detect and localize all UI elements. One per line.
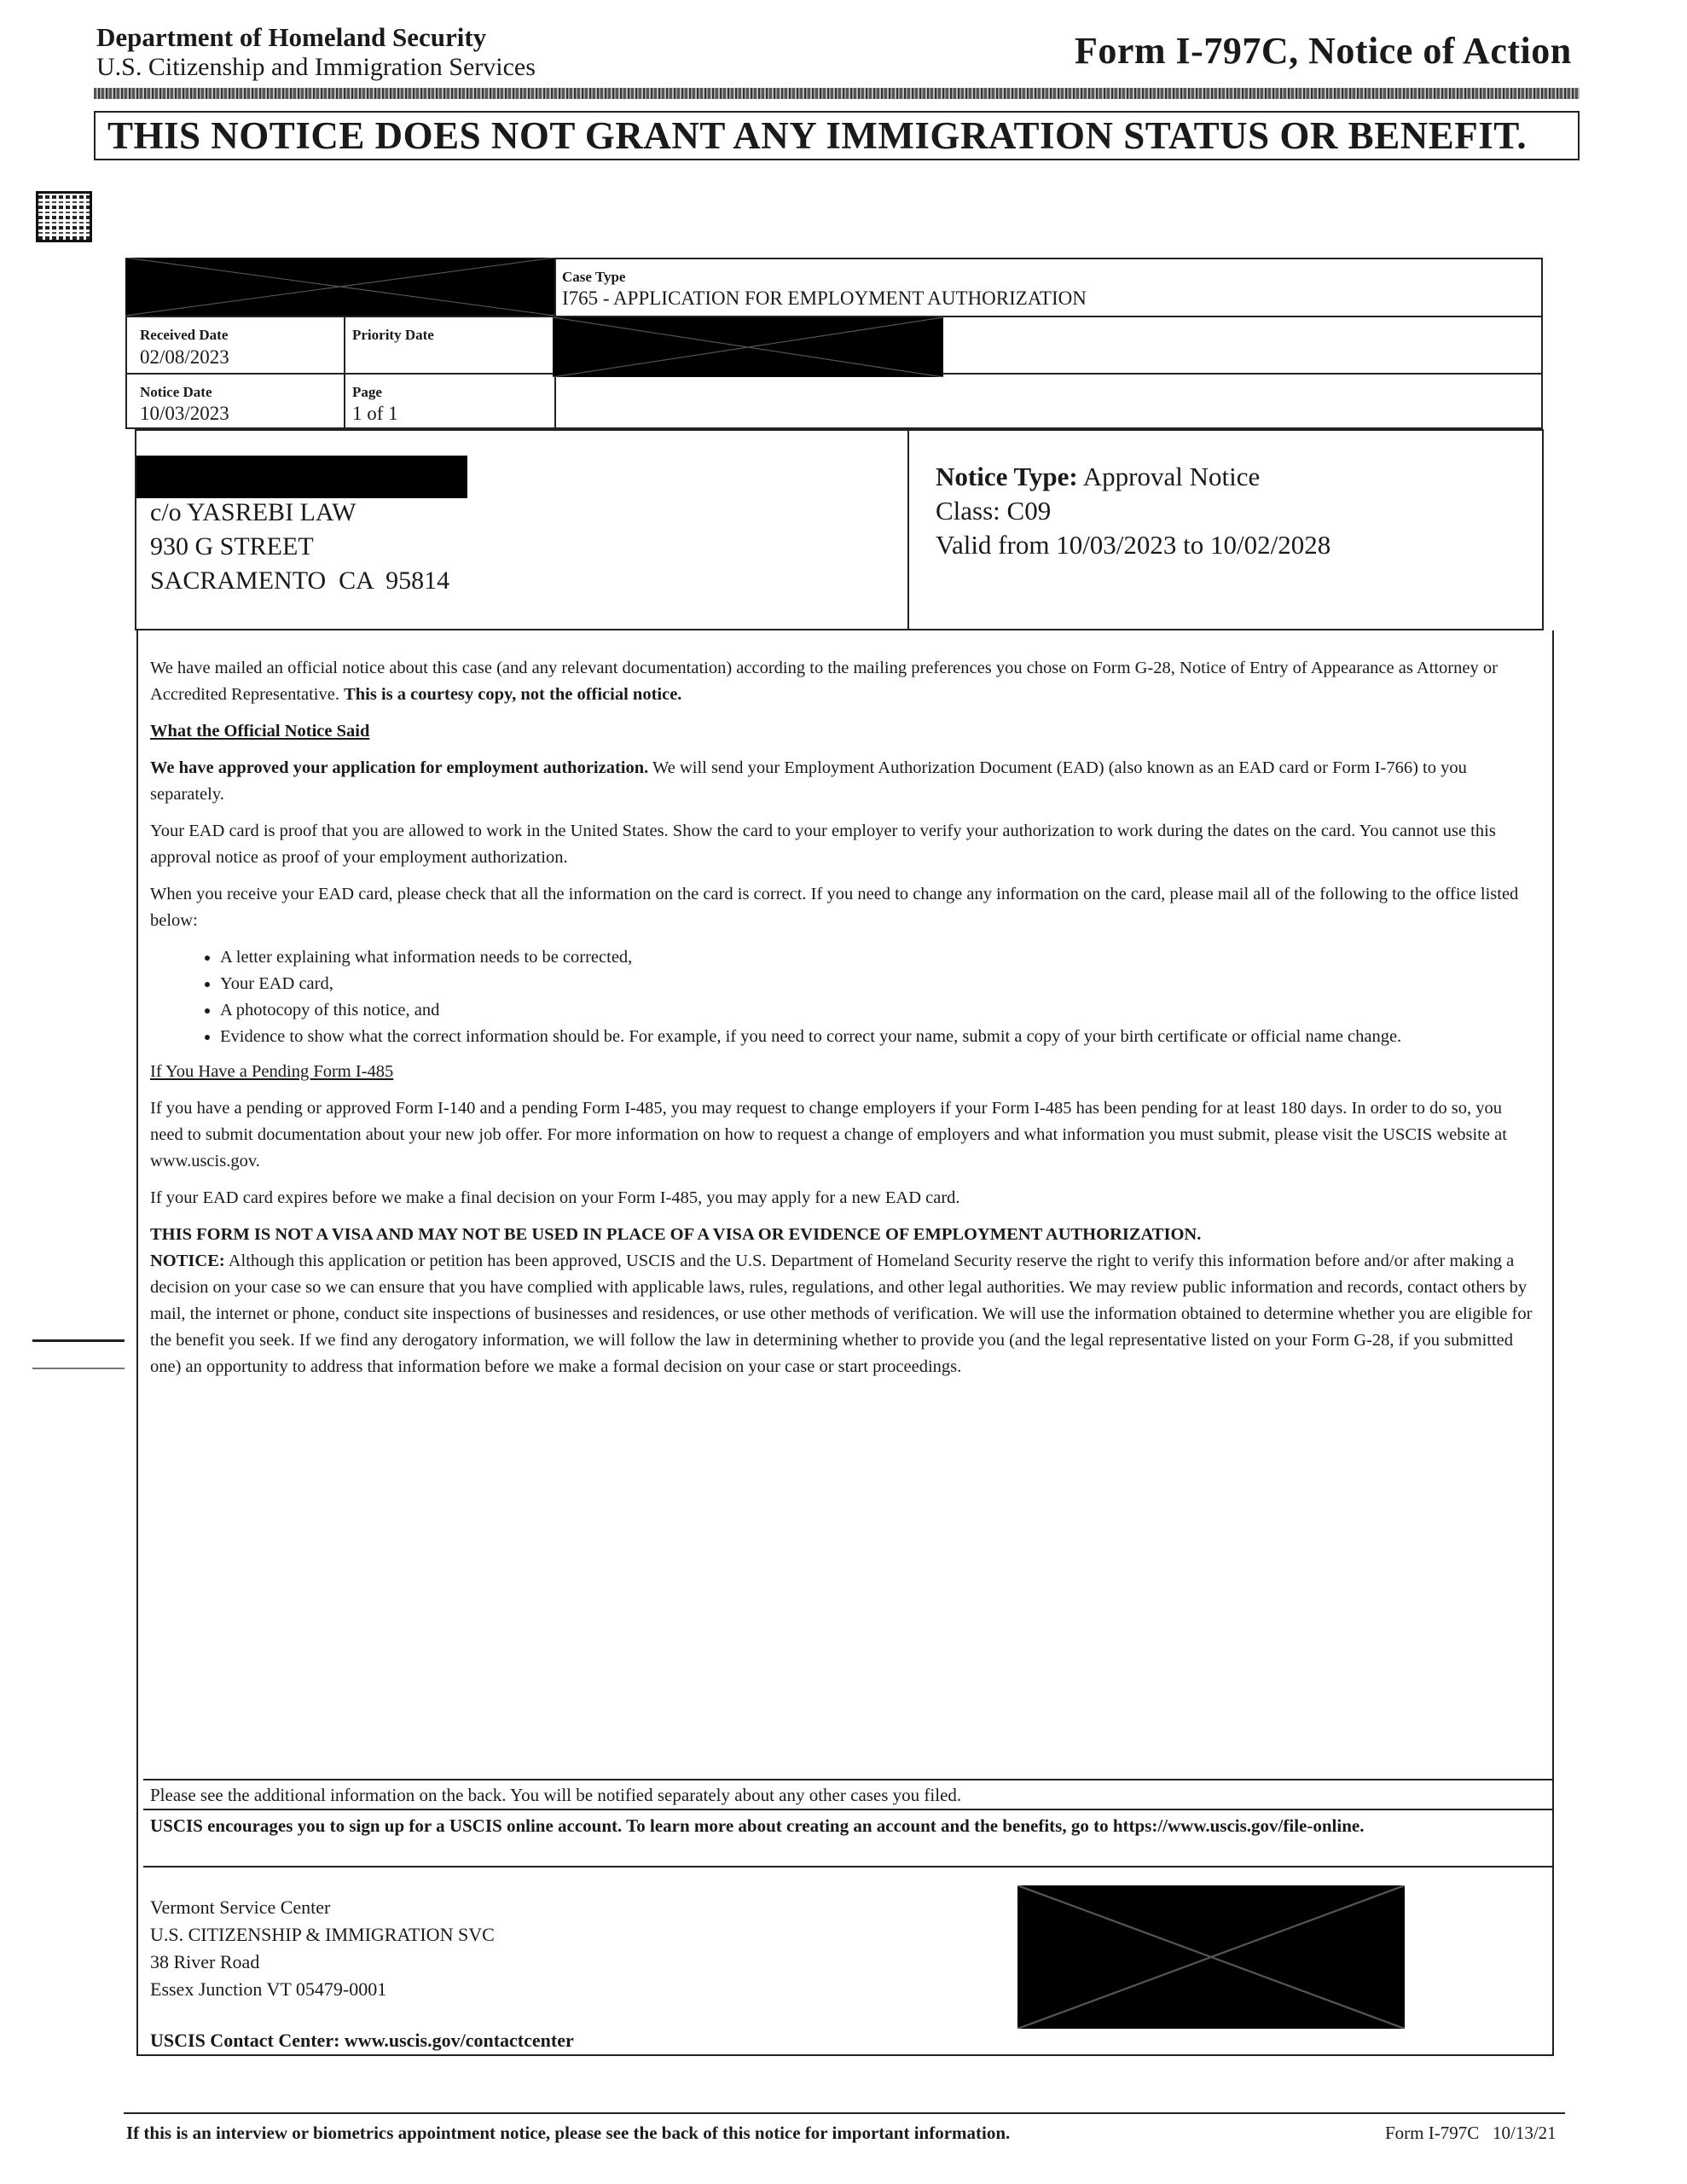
page-value: 1 of 1 xyxy=(352,403,398,424)
header-hatch-divider xyxy=(94,88,1580,99)
notice-class: Class: C09 xyxy=(936,496,1052,526)
ead-expiry-paragraph: If your EAD card expires before we make a final decision on your Form I-485, you may apply for a new EAD card. xyxy=(150,1188,960,1207)
barcode-icon xyxy=(36,191,92,242)
correction-paragraph: When you receive your EAD card, please check that all the information on the card is correct. If you need to change any information on the card, please mail all of the following to the office listed below: xyxy=(150,885,1519,930)
notice-type-label: Notice Type: xyxy=(936,462,1078,491)
redacted-beneficiary xyxy=(553,317,943,377)
agency-name: Department of Homeland Security xyxy=(96,22,487,52)
footer-hline-2 xyxy=(143,1809,1552,1810)
approval-paragraph xyxy=(150,755,1539,808)
verification-notice-text: Although this application or petition has been approved, USCIS and the U.S. Department of Homeland Security reserve the right to verify this information before and/or after making a decision on your case so we can ensure that you have complied with applicable laws, rules, regulations, and other legal authorities. We may review public information and records, contact others by mail, the internet or phone, conduct site inspections of businesses and residences, or use other methods of verification. We will use the information obtained to determine whether you are eligible for the benefit you seek. If we find any derogatory information, we will follow the law in determining whether to provide you (and the legal representative listed on your Form G-28, if you submitted one) an opportunity to address that information before we make a formal decision on your case or start proceedings. xyxy=(150,1252,1533,1376)
form-title: Form I-797C, Notice of Action xyxy=(1075,30,1572,72)
redaction-cross-icon xyxy=(125,258,554,316)
courtesy-emphasis: This is a courtesy copy, not the official notice. xyxy=(344,685,682,704)
approval-text: We will send your Employment Authorization Document (EAD) (also known as an EAD card or Form I-766) to you separately. xyxy=(150,758,1467,804)
margin-mark xyxy=(32,1368,125,1369)
additional-info-note: Please see the additional information on the back. You will be notified separately about any other cases you filed. xyxy=(150,1785,962,1805)
list-item: • A photocopy of this notice, and xyxy=(220,997,1539,1024)
address-line-1: c/o YASREBI LAW xyxy=(150,498,357,526)
notice-type xyxy=(936,462,1260,492)
i485-paragraph: If you have a pending or approved Form I-140 and a pending Form I-485, you may request to change employers if your Form I-485 has been pending for at least 180 days. In order to do so, you need to submit documentation about your new job offer. For more information on how to request a change of employers and what information you must submit, please visit the USCIS website at www.uscis.gov. xyxy=(150,1099,1507,1170)
received-date-value: 02/08/2023 xyxy=(140,346,229,368)
address-line-2: 930 G STREET xyxy=(150,532,314,561)
list-item: • Evidence to show what the correct information should be. For example, if you need to correct your name, submit a copy of your birth certificate or official name change. xyxy=(220,1024,1539,1050)
bottom-rule xyxy=(124,2112,1565,2114)
form-edition: Form I-797C 10/13/21 xyxy=(1385,2123,1557,2143)
correction-list xyxy=(150,944,1539,1050)
notice-valid-range: Valid from 10/03/2023 to 10/02/2028 xyxy=(936,530,1331,560)
service-center-line-4: Essex Junction VT 05479-0001 xyxy=(150,1978,387,2000)
redaction-cross-icon xyxy=(1017,1885,1405,2029)
subagency-name: U.S. Citizenship and Immigration Services xyxy=(96,53,536,81)
verification-notice xyxy=(150,1248,1539,1380)
verification-notice-label: NOTICE: xyxy=(150,1252,225,1270)
approval-emphasis: We have approved your application for employment authorization. xyxy=(150,758,649,777)
not-a-visa-statement: THIS FORM IS NOT A VISA AND MAY NOT BE USED IN PLACE OF A VISA OR EVIDENCE OF EMPLOYMENT AUTHORIZATION. xyxy=(150,1225,1202,1244)
footer-hline-1 xyxy=(143,1779,1552,1780)
section-heading-i485: If You Have a Pending Form I-485 xyxy=(150,1062,394,1081)
notice-date-value: 10/03/2023 xyxy=(140,403,229,424)
margin-mark xyxy=(32,1339,125,1342)
contact-center: USCIS Contact Center: www.uscis.gov/contactcenter xyxy=(150,2030,574,2051)
service-center-line-2: U.S. CITIZENSHIP & IMMIGRATION SVC xyxy=(150,1924,495,1945)
page-label: Page xyxy=(352,384,382,400)
courtesy-text: We have mailed an official notice about this case (and any relevant documentation) according to the mailing preferences you chose on Form G-28, Notice of Entry of Appearance as Attorney or Accredited Representative. xyxy=(150,659,1498,704)
received-date-label: Received Date xyxy=(140,327,229,343)
ead-proof-paragraph: Your EAD card is proof that you are allowed to work in the United States. Show the card to your employer to verify your authorization to work during the dates on the card. You cannot use this approval notice as proof of your employment authorization. xyxy=(150,822,1496,867)
priority-date-label: Priority Date xyxy=(352,327,434,343)
appointment-note: If this is an interview or biometrics appointment notice, please see the back of this notice for important information. xyxy=(126,2123,1011,2143)
case-type-value: I765 - APPLICATION FOR EMPLOYMENT AUTHORIZATION xyxy=(562,288,1087,309)
footer-hline-3 xyxy=(143,1866,1552,1867)
redaction-cross-icon xyxy=(553,317,943,377)
courtesy-paragraph xyxy=(150,655,1539,708)
section-heading-official-notice: What the Official Notice Said xyxy=(150,722,370,741)
case-grid-vline-2 xyxy=(344,316,345,429)
notice-date-label: Notice Date xyxy=(140,384,212,400)
address-box-vline xyxy=(907,429,909,630)
address-line-3: SACRAMENTO CA 95814 xyxy=(150,566,450,595)
case-type-label: Case Type xyxy=(562,269,626,285)
online-account-note: USCIS encourages you to sign up for a USCIS online account. To learn more about creating an account and the benefits, go to https://www.uscis.gov/file-online. xyxy=(150,1815,1365,1836)
redacted-recipient-name xyxy=(136,456,467,498)
notice-type-value: Approval Notice xyxy=(1077,462,1261,491)
list-item: • Your EAD card, xyxy=(220,971,1539,997)
redacted-signature-block xyxy=(1017,1885,1405,2029)
notice-body xyxy=(150,655,1539,1391)
service-center-name: Vermont Service Center xyxy=(150,1896,331,1918)
service-center-line-3: 38 River Road xyxy=(150,1951,260,1972)
status-banner: THIS NOTICE DOES NOT GRANT ANY IMMIGRATION STATUS OR BENEFIT. xyxy=(94,111,1580,160)
redacted-receipt-number xyxy=(125,258,554,316)
list-item: • A letter explaining what information needs to be corrected, xyxy=(220,944,1539,971)
